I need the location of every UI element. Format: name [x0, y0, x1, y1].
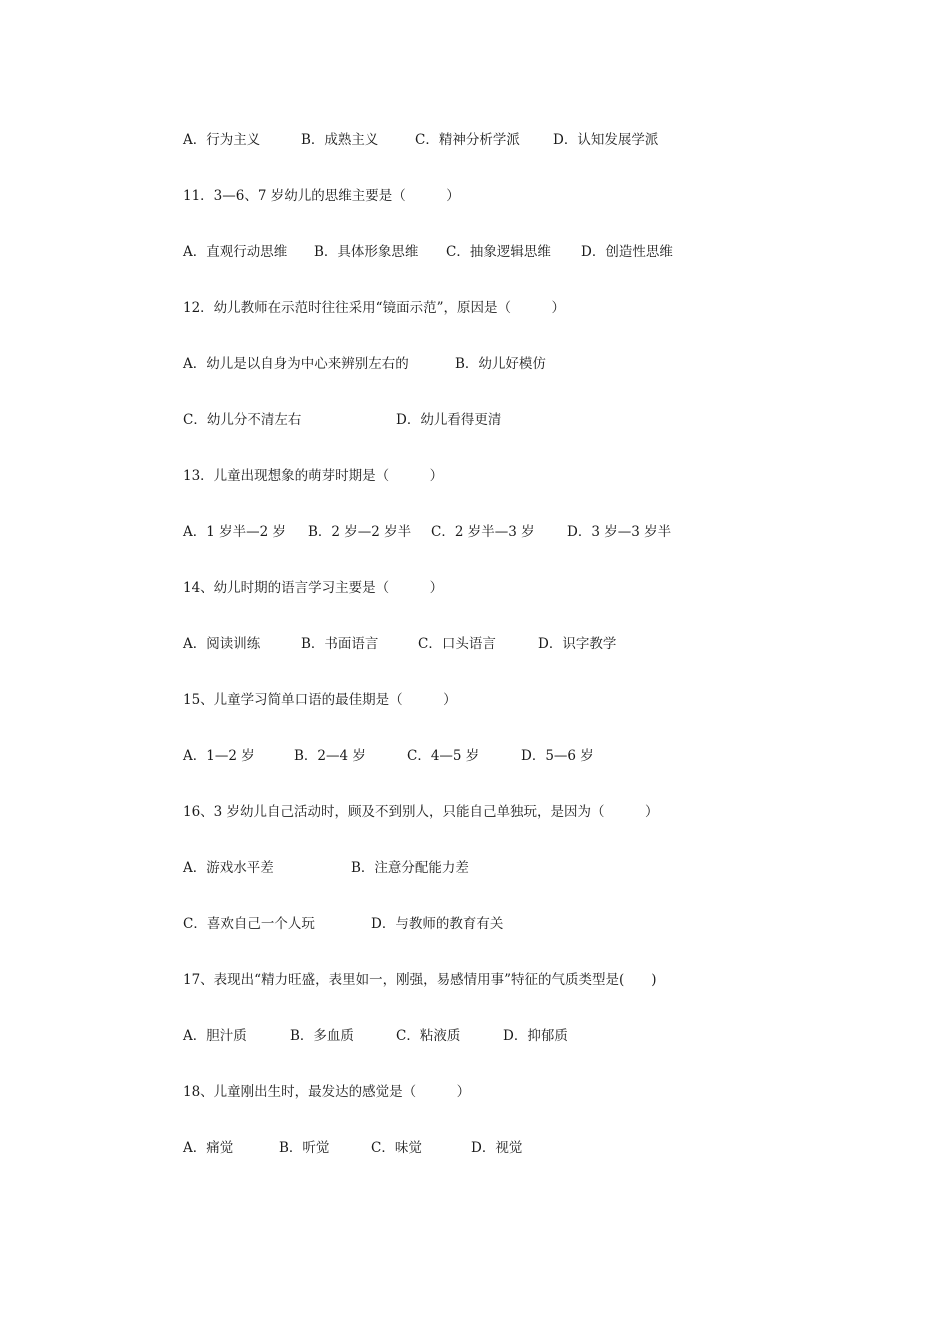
q12-options-row2	[183, 410, 502, 430]
q12-option-c: C．幼儿分不清左右	[183, 412, 302, 428]
q10-option-b: B．成熟主义	[301, 132, 379, 148]
q18-option-d: D．视觉	[471, 1140, 523, 1156]
q16-option-c: C．喜欢自己一个人玩	[183, 916, 315, 932]
q17-options	[183, 1026, 568, 1046]
q14-option-a: A．阅读训练	[183, 636, 261, 652]
q14-option-c: C．口头语言	[418, 636, 496, 652]
q15-option-a: A．1—2 岁	[183, 748, 255, 764]
q11-stem: 11．3—6、7 岁幼儿的思维主要是（ ）	[183, 188, 460, 204]
q18-options	[183, 1138, 523, 1158]
q13-option-c: C．2 岁半—3 岁	[431, 524, 535, 540]
q10-option-d: D．认知发展学派	[553, 132, 659, 148]
q16-stem: 16、3 岁幼儿自己活动时，顾及不到别人，只能自己单独玩，是因为（ ）	[183, 804, 659, 820]
q11-option-d: D．创造性思维	[581, 244, 673, 260]
q16-option-b: B．注意分配能力差	[351, 860, 469, 876]
q15-option-c: C．4—5 岁	[407, 748, 480, 764]
q18-stem: 18、儿童刚出生时，最发达的感觉是（ ）	[183, 1084, 471, 1100]
q13-option-a: A．1 岁半—2 岁	[183, 524, 287, 540]
q13-option-b: B．2 岁—2 岁半	[308, 524, 412, 540]
q12-options-row1	[183, 354, 546, 374]
q17-option-d: D．抑郁质	[503, 1028, 568, 1044]
q12-option-b: B．幼儿好模仿	[455, 356, 546, 372]
q11-option-a: A．直观行动思维	[183, 244, 288, 260]
q14-options	[183, 634, 617, 654]
q17-option-b: B．多血质	[290, 1028, 354, 1044]
q11-option-c: C．抽象逻辑思维	[446, 244, 551, 260]
q15-options	[183, 746, 594, 766]
q15-option-d: D．5—6 岁	[521, 748, 594, 764]
q10-option-c: C．精神分析学派	[415, 132, 520, 148]
q13-options	[183, 522, 672, 542]
q13-stem: 13．儿童出现想象的萌芽时期是（ ）	[183, 468, 444, 484]
q15-stem: 15、儿童学习简单口语的最佳期是（ ）	[183, 692, 457, 708]
q10-options	[183, 130, 659, 150]
q16-option-a: A．游戏水平差	[183, 860, 274, 876]
q18-option-a: A．痛觉	[183, 1140, 234, 1156]
q14-option-d: D．识字教学	[538, 636, 617, 652]
q15-option-b: B．2—4 岁	[294, 748, 366, 764]
q12-option-d: D．幼儿看得更清	[396, 412, 502, 428]
q11-options	[183, 242, 673, 262]
q16-options-row2	[183, 914, 504, 934]
q12-stem: 12．幼儿教师在示范时往往采用“镜面示范”，原因是（ ）	[183, 300, 565, 316]
q14-stem: 14、幼儿时期的语言学习主要是（ ）	[183, 580, 444, 596]
q16-options-row1	[183, 858, 469, 878]
q18-option-c: C．味觉	[371, 1140, 422, 1156]
q17-option-a: A．胆汁质	[183, 1028, 247, 1044]
q13-option-d: D．3 岁—3 岁半	[567, 524, 672, 540]
q16-option-d: D．与教师的教育有关	[371, 916, 504, 932]
q17-stem: 17、表现出“精力旺盛，表里如一，刚强，易感情用事”特征的气质类型是( )	[183, 972, 657, 988]
q18-option-b: B．听觉	[279, 1140, 330, 1156]
q10-option-a: A．行为主义	[183, 132, 261, 148]
q11-option-b: B．具体形象思维	[314, 244, 419, 260]
q17-option-c: C．粘液质	[396, 1028, 461, 1044]
q12-option-a: A．幼儿是以自身为中心来辨别左右的	[183, 356, 409, 372]
q14-option-b: B．书面语言	[301, 636, 379, 652]
